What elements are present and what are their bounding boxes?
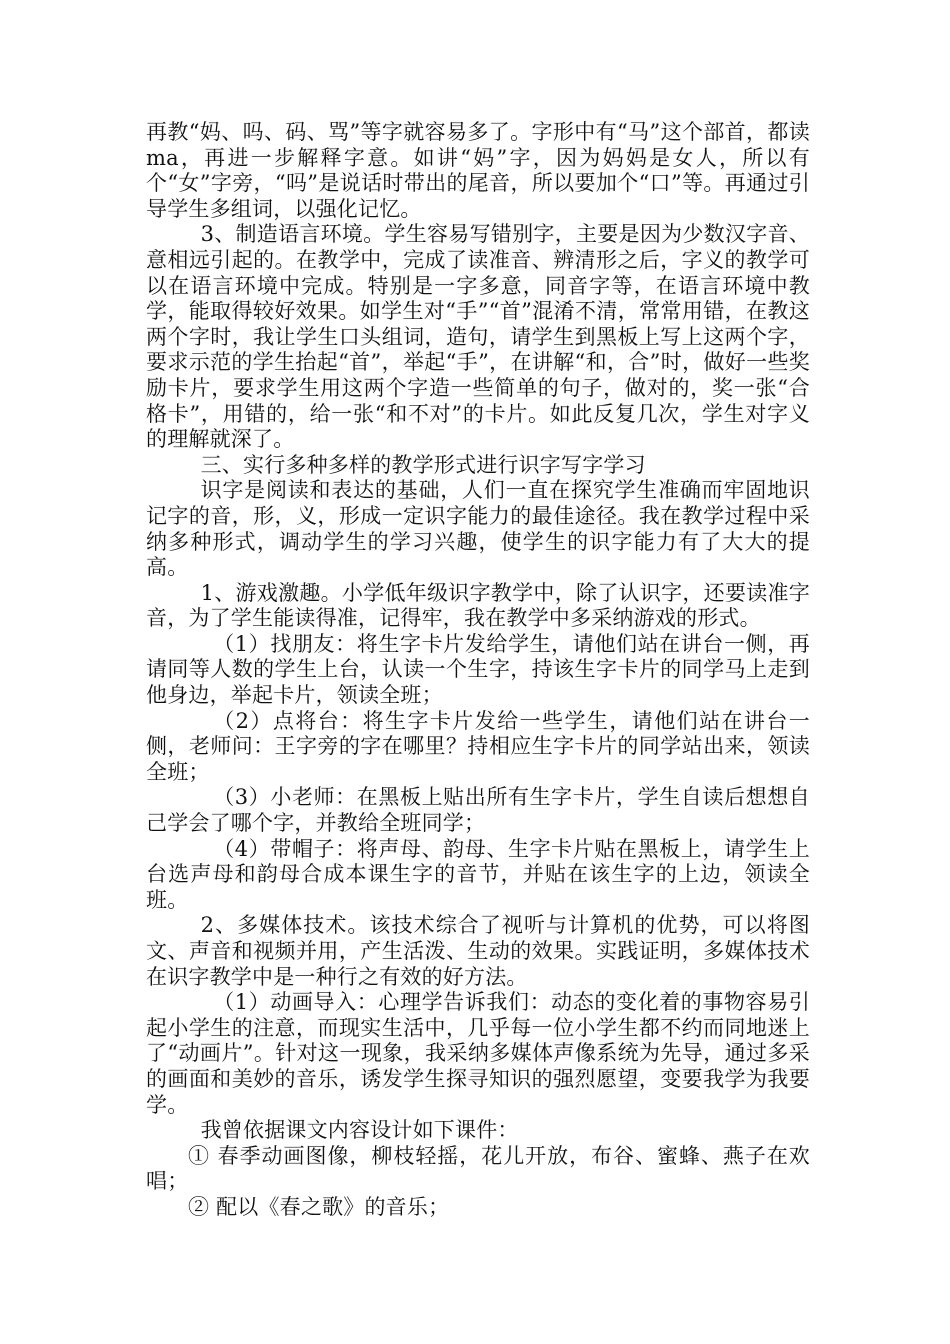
paragraph-multimedia: 2、多媒体技术。该技术综合了视听与计算机的优势，可以将图文、声音和视频并用，产生活泼、生动的效果。实践证明，多媒体技术在识字教学中是一种行之有效的好方法。 [146, 913, 810, 989]
list-item-roll-call: （2）点将台：将生字卡片发给一些学生，请他们站在讲台一侧，老师问：王字旁的字在哪里？持相应生字卡片的同学站出来，领读全班； [146, 708, 810, 784]
section-heading-teaching-forms: 三、实行多种多样的教学形式进行识字写字学习 [200, 452, 646, 477]
list-item-spring-music: ② 配以《春之歌》的音乐； [188, 1194, 450, 1219]
paragraph-continuation: 再教“妈、吗、码、骂”等字就容易多了。字形中有“马”这个部首，都读ma，再进一步解释字意。如讲“妈”字，因为妈妈是女人，所以有个“女”字旁，“吗”是说话时带出的尾音，所以要加个“口”等。再通过引导学生多组词，以强化记忆。 [146, 120, 810, 221]
paragraph-literacy-basis: 识字是阅读和表达的基础，人们一直在探究学生准确而牢固地识记字的音，形，义，形成一定识字能力的最佳途径。我在教学过程中采纳多种形式，调动学生的学习兴趣，使学生的识字能力有了大大的提高。 [146, 478, 810, 580]
paragraph-courseware-intro: 我曾依据课文内容设计如下课件： [200, 1118, 519, 1143]
paragraph-language-environment: 3、制造语言环境。学生容易写错别字，主要是因为少数汉字音、意相远引起的。在教学中，完成了读准音、辨清形之后，字义的教学可以在语言环境中完成。特别是一字多意，同音字等，在语言环境中教学，能取得较好效果。如学生对“手”“首”混淆不清，常常用错，在教这两个字时，我让学生口头组词，造句，请学生到黑板上写上这两个字，要求示范的学生抬起“首”，举起“手”，在讲解“和，合”时，做好一些奖励卡片，要求学生用这两个字造一些简单的句子，做对的，奖一张“合格卡”，用错的，给一张“和不对”的卡片。如此反复几次，学生对字义的理解就深了。 [146, 222, 810, 452]
list-item-spring-animation: ① 春季动画图像，柳枝轻摇，花儿开放，布谷、蜜蜂、燕子在欢唱； [146, 1143, 810, 1194]
list-item-find-friends: （1）找朋友：将生字卡片发给学生，请他们站在讲台一侧，再请同等人数的学生上台，认读一个生字，持该生字卡片的同学马上走到他身边，举起卡片，领读全班； [146, 631, 810, 708]
list-item-hat: （4）带帽子：将声母、韵母、生字卡片贴在黑板上，请学生上台选声母和韵母合成本课生字的音节，并贴在该生字的上边，领读全班。 [146, 836, 810, 912]
list-item-little-teacher: （3）小老师：在黑板上贴出所有生字卡片，学生自读后想想自己学会了哪个字，并教给全班同学； [146, 785, 810, 836]
document-body [146, 120, 810, 1221]
list-item-animation-intro: （1）动画导入：心理学告诉我们：动态的变化着的事物容易引起小学生的注意，而现实生活中，几乎每一位小学生都不约而同地迷上了“动画片”。针对这一现象，我采纳多媒体声像系统为先导，通过多采的画面和美妙的音乐，诱发学生探寻知识的强烈愿望，变要我学为我要学。 [146, 990, 810, 1117]
paragraph-games: 1、游戏激趣。小学低年级识字教学中，除了认识字，还要读准字音，为了学生能读得准，记得牢，我在教学中多采纳游戏的形式。 [146, 580, 810, 631]
